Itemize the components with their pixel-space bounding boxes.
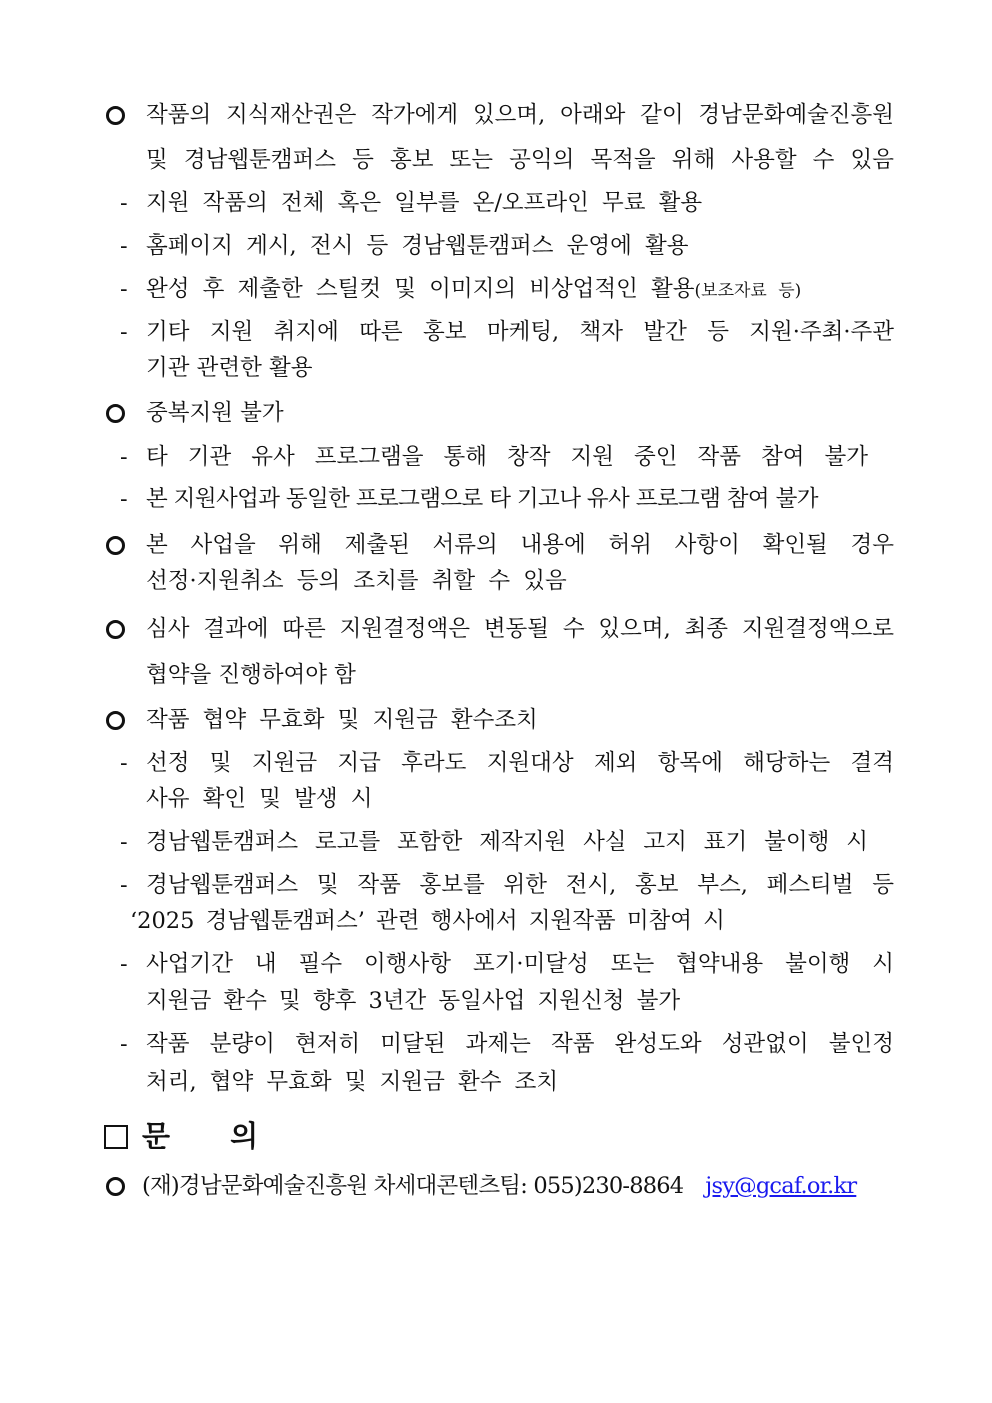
dash-bullet: - bbox=[120, 829, 128, 855]
contact-text: (재)경남문화예술진흥원 차세대콘텐츠팀: 055)230-8864 bbox=[142, 1173, 684, 1199]
sub-item-note: (보조자료 등) bbox=[694, 281, 802, 301]
sub-item-text: 완성 후 제출한 스틸컷 및 이미지의 비상업적인 활용 bbox=[146, 276, 695, 302]
sub-item-line: 사업기간 내 필수 이행사항 포기·미달성 또는 협약내용 불이행 시 bbox=[146, 951, 894, 977]
sub-item-line: 작품 분량이 현저히 미달된 과제는 작품 완성도와 성관없이 불인정 bbox=[146, 1031, 894, 1057]
sub-item-line: 처리, 협약 무효화 및 지원금 환수 조치 bbox=[146, 1069, 559, 1095]
dash-bullet: - bbox=[120, 276, 128, 302]
paragraph-line: 협약을 진행하여야 함 bbox=[146, 662, 356, 688]
paragraph-line: 심사 결과에 따른 지원결정액은 변동될 수 있으며, 최종 지원결정액으로 bbox=[146, 616, 894, 642]
sub-item-line: 기관 관련한 활용 bbox=[146, 355, 313, 381]
sub-item-line: 기타 지원 취지에 따른 홍보 마케팅, 책자 발간 등 지원·주최·주관 bbox=[146, 319, 894, 345]
dash-bullet: - bbox=[120, 872, 128, 898]
sub-item-line: 지원금 환수 및 향후 3년간 동일사업 지원신청 불가 bbox=[146, 988, 681, 1014]
dash-bullet: - bbox=[120, 444, 128, 470]
dash-bullet: - bbox=[120, 750, 128, 776]
sub-item-line: ‘2025 경남웹툰캠퍼스’ 관련 행사에서 지원작품 미참여 시 bbox=[130, 908, 725, 934]
sub-item-line: 본 지원사업과 동일한 프로그램으로 타 기고나 유사 프로그램 참여 불가 bbox=[146, 486, 818, 512]
dash-bullet: - bbox=[120, 319, 128, 345]
sub-item-line: 지원 작품의 전체 혹은 일부를 온/오프라인 무료 활용 bbox=[146, 190, 703, 216]
paragraph-line: 본 사업을 위해 제출된 서류의 내용에 허위 사항이 확인될 경우 bbox=[146, 532, 894, 558]
dash-bullet: - bbox=[120, 486, 128, 512]
circle-bullet-icon bbox=[106, 536, 125, 555]
circle-bullet-icon bbox=[106, 711, 125, 730]
dash-bullet: - bbox=[120, 190, 128, 216]
circle-bullet-icon bbox=[106, 106, 125, 125]
dash-bullet: - bbox=[120, 233, 128, 259]
contact-email-link[interactable]: jsy@gcaf.or.kr bbox=[705, 1173, 857, 1199]
paragraph-line: 작품 협약 무효화 및 지원금 환수조치 bbox=[146, 707, 538, 733]
sub-item-line bbox=[146, 273, 801, 305]
paragraph-line: 중복지원 불가 bbox=[146, 400, 284, 426]
sub-item-line: 경남웹툰캠퍼스 로고를 포함한 제작지원 사실 고지 표기 불이행 시 bbox=[146, 829, 868, 855]
paragraph-line: 및 경남웹툰캠퍼스 등 홍보 또는 공익의 목적을 위해 사용할 수 있음 bbox=[146, 147, 894, 173]
sub-item-line: 사유 확인 및 발생 시 bbox=[146, 786, 373, 812]
paragraph-line: 작품의 지식재산권은 작가에게 있으며, 아래와 같이 경남문화예술진흥원 bbox=[146, 102, 894, 128]
circle-bullet-icon bbox=[106, 1177, 125, 1196]
dash-bullet: - bbox=[120, 1031, 128, 1057]
section-checkbox-icon bbox=[104, 1125, 128, 1149]
contact-line bbox=[142, 1170, 856, 1202]
sub-item-line: 경남웹툰캠퍼스 및 작품 홍보를 위한 전시, 홍보 부스, 페스티벌 등 bbox=[146, 872, 894, 898]
sub-item-line: 선정 및 지원금 지급 후라도 지원대상 제외 항목에 해당하는 결격 bbox=[146, 750, 894, 776]
circle-bullet-icon bbox=[106, 620, 125, 639]
sub-item-line: 홈페이지 게시, 전시 등 경남웹툰캠퍼스 운영에 활용 bbox=[146, 233, 689, 259]
contact-heading: 문 의 bbox=[142, 1119, 259, 1153]
paragraph-line: 선정·지원취소 등의 조치를 취할 수 있음 bbox=[146, 568, 567, 594]
sub-item-line: 타 기관 유사 프로그램을 통해 창작 지원 중인 작품 참여 불가 bbox=[146, 444, 868, 470]
dash-bullet: - bbox=[120, 951, 128, 977]
circle-bullet-icon bbox=[106, 404, 125, 423]
